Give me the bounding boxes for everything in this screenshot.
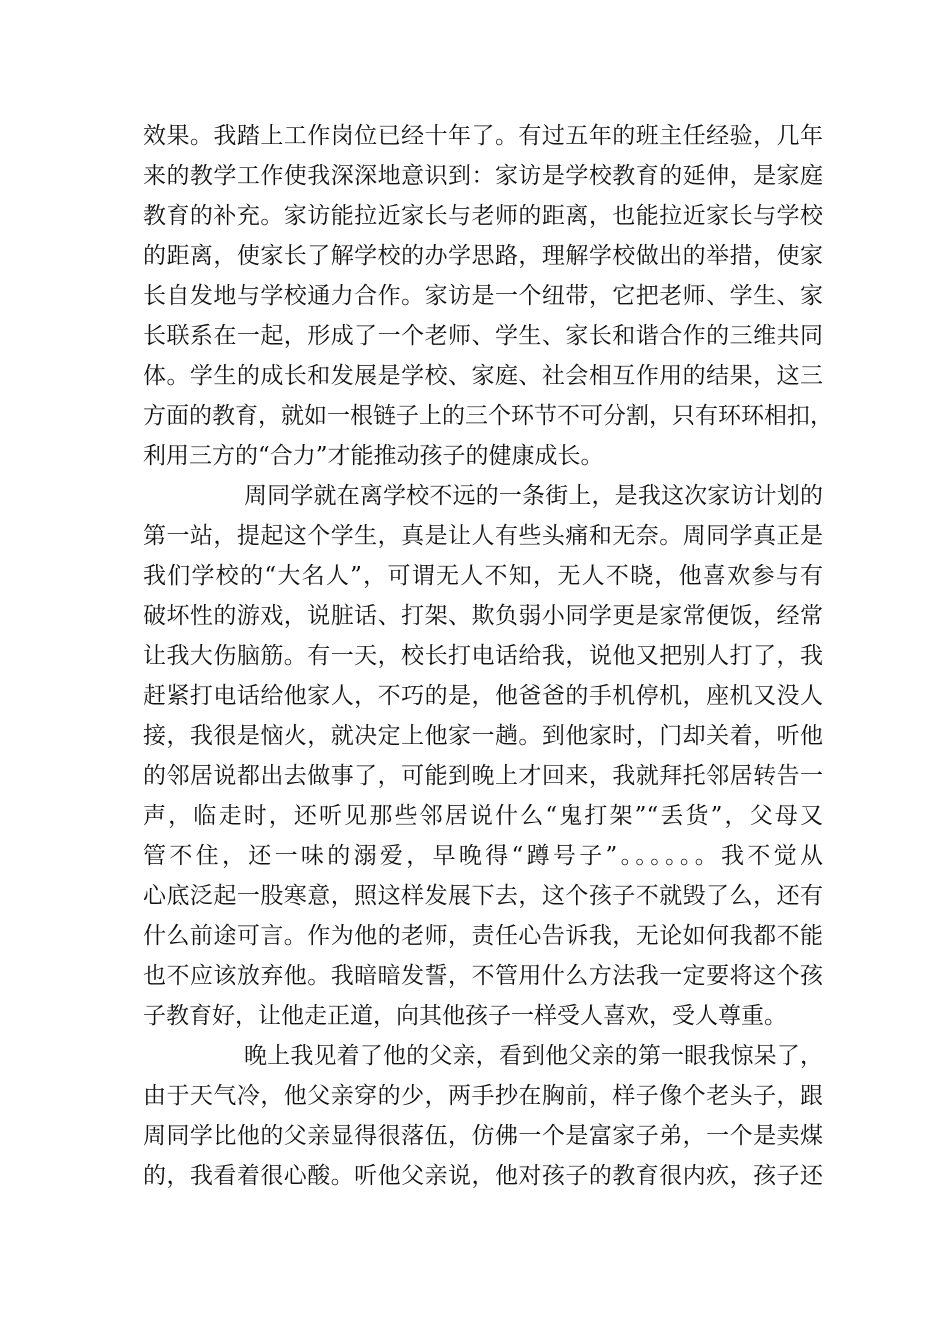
text-line: 由于天气冷，他父亲穿的少，两手抄在胸前，样子像个老头子，跟: [143, 1083, 823, 1109]
text-line: 周同学就在离学校不远的一条街上，是我这次家访计划的: [244, 483, 823, 509]
text-line: 教育的补充。家访能拉近家长与老师的距离，也能拉近家长与学校: [143, 203, 823, 229]
text-line: 方面的教育，就如一根链子上的三个环节不可分割，只有环环相扣，: [143, 403, 833, 429]
text-line: 什么前途可言。作为他的老师，责任心告诉我，无论如何我都不能: [143, 923, 823, 949]
text-line: 长自发地与学校通力合作。家访是一个纽带，它把老师、学生、家: [143, 283, 823, 309]
text-line: 的，我看着很心酸。听他父亲说，他对孩子的教育很内疚，孩子还: [143, 1163, 823, 1189]
text-line: 晚上我见着了他的父亲，看到他父亲的第一眼我惊呆了，: [244, 1043, 823, 1069]
text-line: 接，我很是恼火，就决定上他家一趟。到他家时，门却关着，听他: [143, 723, 823, 749]
text-line: 声，临走时，还听见那些邻居说什么“鬼打架”“丢货”，父母又: [143, 803, 823, 829]
text-line: 来的教学工作使我深深地意识到：家访是学校教育的延伸，是家庭: [143, 163, 823, 189]
text-line: 管不住，还一味的溺爱，早晚得“蹲号子”。。。。。。我不觉从: [143, 843, 823, 869]
text-line: 的距离，使家长了解学校的办学思路，理解学校做出的举措，使家: [143, 243, 823, 269]
text-line: 第一站，提起这个学生，真是让人有些头痛和无奈。周同学真正是: [143, 523, 823, 549]
text-line: 效果。我踏上工作岗位已经十年了。有过五年的班主任经验，几年: [143, 123, 823, 149]
text-line: 体。学生的成长和发展是学校、家庭、社会相互作用的结果，这三: [143, 363, 823, 389]
text-line: 心底泛起一股寒意，照这样发展下去，这个孩子不就毁了么，还有: [143, 883, 823, 909]
text-line: 也不应该放弃他。我暗暗发誓，不管用什么方法我一定要将这个孩: [143, 963, 823, 989]
text-line: 的邻居说都出去做事了，可能到晚上才回来，我就拜托邻居转告一: [143, 763, 823, 789]
text-line: 破坏性的游戏，说脏话、打架、欺负弱小同学更是家常便饭，经常: [143, 603, 823, 629]
text-line: 长联系在一起，形成了一个老师、学生、家长和谐合作的三维共同: [143, 323, 823, 349]
text-line: 我们学校的“大名人”，可谓无人不知，无人不晓，他喜欢参与有: [143, 563, 823, 589]
text-line: 赶紧打电话给他家人，不巧的是，他爸爸的手机停机，座机又没人: [143, 683, 823, 709]
text-line: 让我大伤脑筋。有一天，校长打电话给我，说他又把别人打了，我: [143, 643, 823, 669]
text-line: 利用三方的“合力”才能推动孩子的健康成长。: [143, 443, 604, 469]
text-line: 周同学比他的父亲显得很落伍，仿佛一个是富家子弟，一个是卖煤: [143, 1123, 823, 1149]
text-line: 子教育好，让他走正道，向其他孩子一样受人喜欢，受人尊重。: [143, 1003, 787, 1029]
